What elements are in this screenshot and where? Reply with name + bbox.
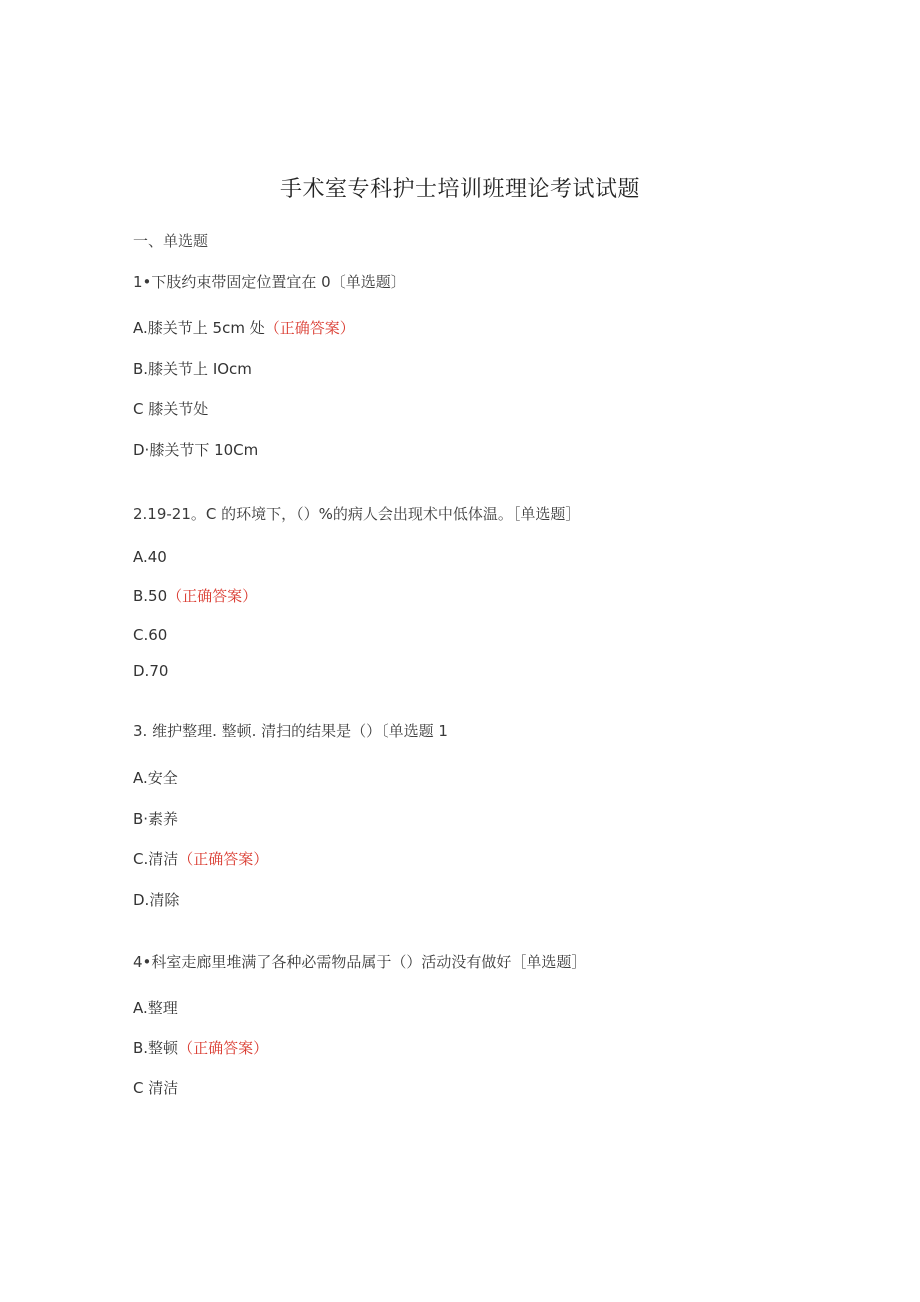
question-1-option-c: C 膝关节处 bbox=[133, 400, 209, 418]
question-4-option-c: C 清洁 bbox=[133, 1079, 179, 1097]
question-4-stem: 4•科室走廊里堆满了各种必需物品属于（）活动没有做好［单选题］ bbox=[133, 953, 587, 971]
question-3-option-c bbox=[133, 849, 268, 869]
question-1-option-b: B.膝关节上 IOcm bbox=[133, 360, 252, 378]
correct-answer-mark: （正确答案） bbox=[167, 587, 258, 605]
question-4-option-b bbox=[133, 1038, 268, 1058]
correct-answer-mark: （正确答案） bbox=[178, 1039, 269, 1057]
option-text: A.膝关节上 5cm 处 bbox=[133, 319, 265, 337]
question-3-option-a: A.安全 bbox=[133, 769, 178, 787]
question-2-option-d: D.70 bbox=[133, 662, 169, 680]
question-3-option-d: D.清除 bbox=[133, 891, 180, 909]
question-4-option-a: A.整理 bbox=[133, 999, 178, 1017]
question-1-stem: 1•下肢约束带固定位置宜在 0〔单选题〕 bbox=[133, 273, 406, 291]
question-2-option-b bbox=[133, 586, 257, 606]
option-text: B.整顿 bbox=[133, 1039, 179, 1057]
question-3-stem: 3. 维护整理. 整顿. 清扫的结果是（）〔单选题 1 bbox=[133, 722, 448, 740]
question-1-option-d: D·膝关节下 10Cm bbox=[133, 441, 259, 459]
question-2-option-c: C.60 bbox=[133, 626, 168, 644]
option-text: C.清洁 bbox=[133, 850, 179, 868]
exam-title: 手术室专科护士培训班理论考试试题 bbox=[279, 177, 640, 202]
question-3-option-b: B·素养 bbox=[133, 810, 179, 828]
question-1-option-a bbox=[133, 318, 355, 338]
correct-answer-mark: （正确答案） bbox=[264, 319, 355, 337]
question-2-stem: 2.19-21。C 的环境下，（）%的病人会出现术中低体温。［单选题］ bbox=[133, 505, 581, 523]
section-heading: 一、单选题 bbox=[133, 232, 209, 250]
question-2-option-a: A.40 bbox=[133, 548, 167, 566]
option-text: B.50 bbox=[133, 587, 168, 605]
correct-answer-mark: （正确答案） bbox=[178, 850, 269, 868]
